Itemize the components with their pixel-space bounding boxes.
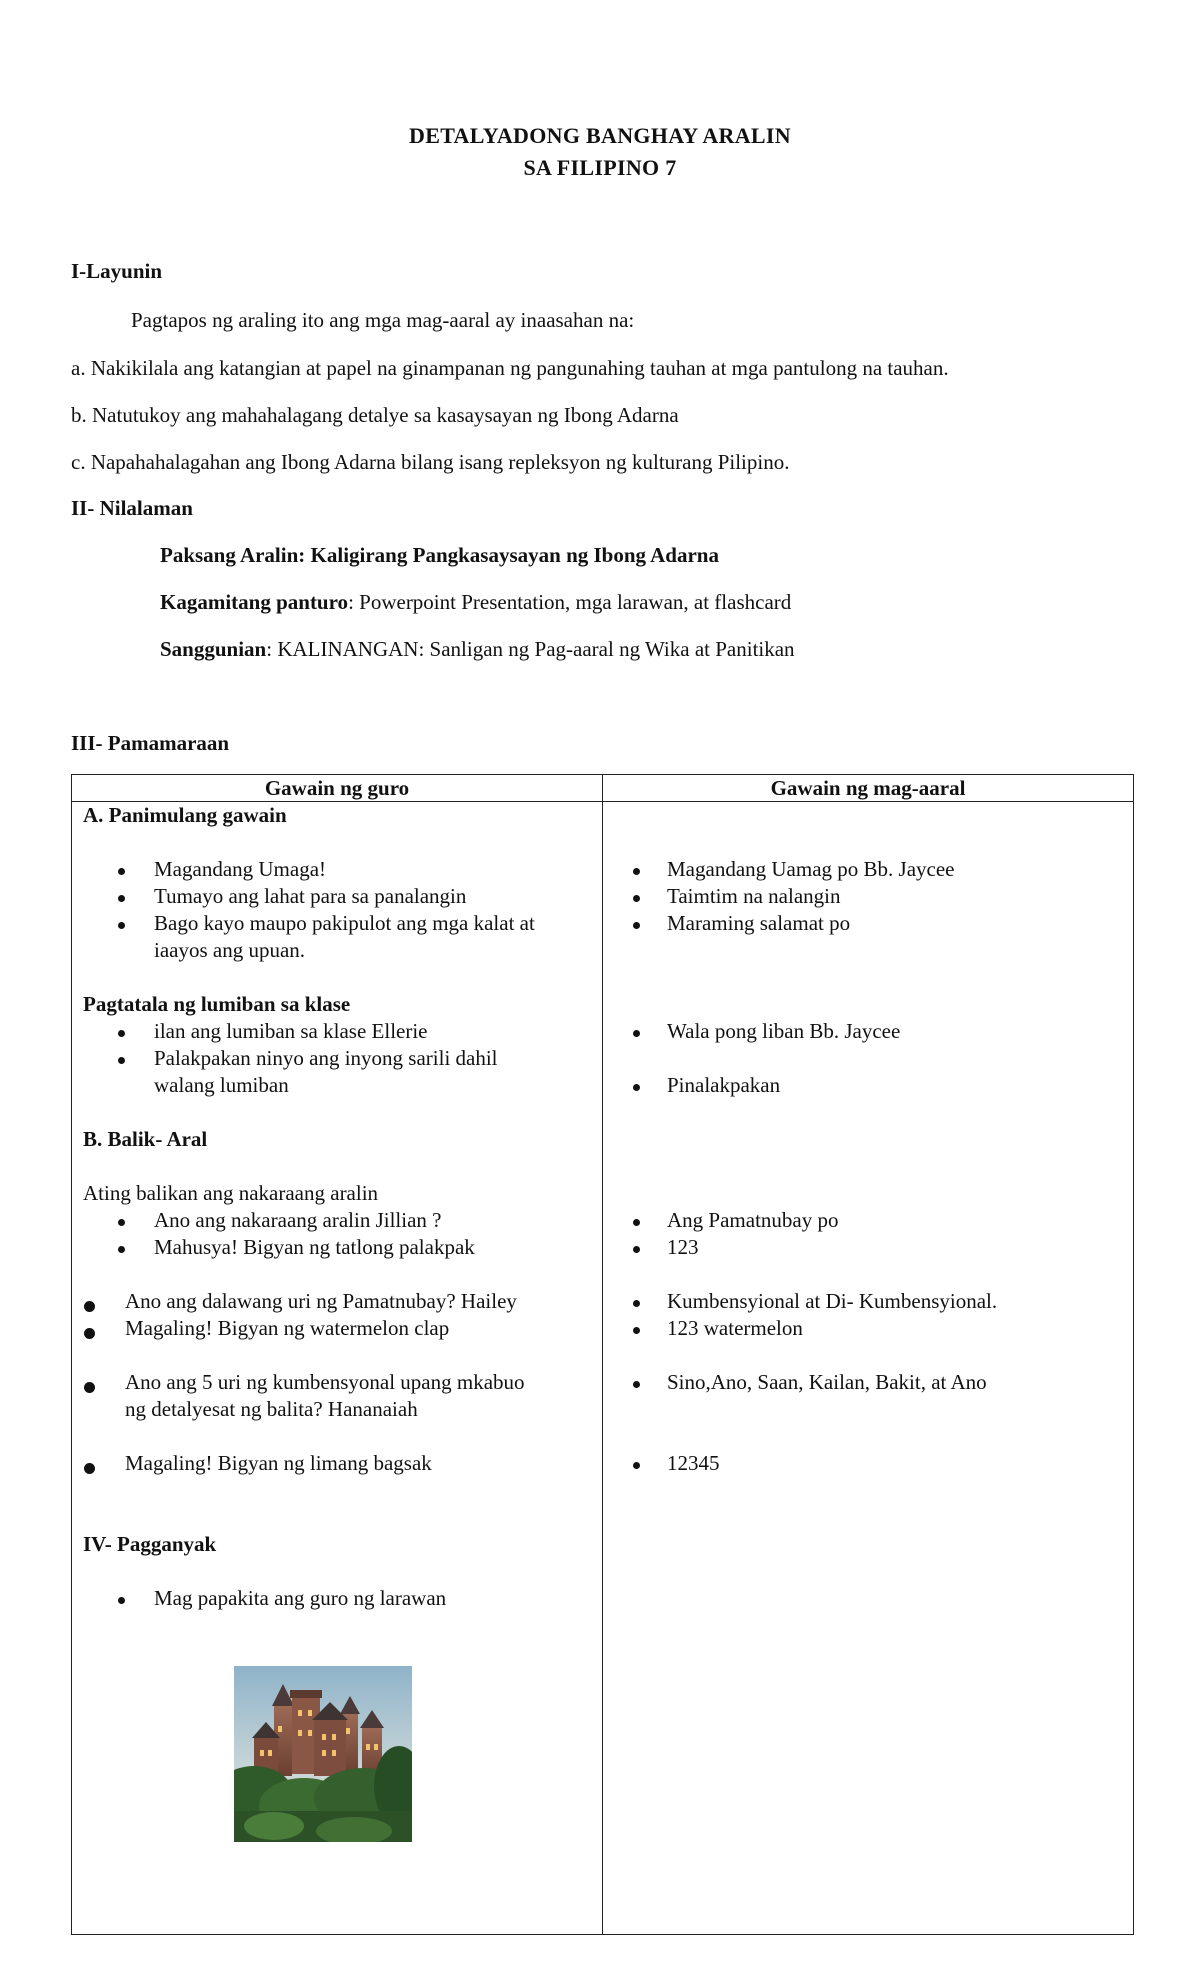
kagamitang-panturo — [160, 590, 791, 615]
sanggunian-label: Sanggunian — [160, 637, 267, 661]
balik-aral-intro: Ating balikan ang nakaraang aralin — [83, 1181, 379, 1205]
document-subtitle: SA FILIPINO 7 — [523, 155, 677, 180]
paksang-aralin: Paksang Aralin: Kaligirang Pangkasaysayan ng Ibong Adarna — [160, 543, 719, 567]
guro-a-item-3: Bago kayo maupo pakipulot ang mga kalat at — [154, 911, 535, 935]
bullet — [84, 1463, 95, 1474]
magaaral-q-item-1: Kumbensyional at Di- Kumbensyional. — [667, 1289, 998, 1313]
col-guro-header: Gawain ng guro — [72, 775, 603, 802]
bullet — [84, 1301, 95, 1312]
bullet — [633, 1030, 640, 1037]
table-header-row — [72, 775, 1134, 802]
bullet — [633, 1300, 640, 1307]
layunin-intro: Pagtapos ng araling ito ang mga mag-aaral ay inaasahan na: — [131, 308, 635, 332]
bullet — [118, 895, 125, 902]
table-body-row — [72, 802, 1134, 1935]
magaaral-b-item-2: 123 — [667, 1235, 699, 1259]
magaaral-pagtatala-item-1: Wala pong liban Bb. Jaycee — [667, 1019, 901, 1043]
magaaral-b-item-1: Ang Pamatnubay po — [667, 1208, 839, 1232]
layunin-item-a: a. Nakikilala ang katangian at papel na ginampanan ng pangunahing tauhan at mga pantulong na tauhan. — [71, 356, 949, 380]
magaaral-q-item-2: 123 watermelon — [667, 1316, 803, 1340]
bullet — [118, 1597, 125, 1604]
magaaral-q-item-4: 12345 — [667, 1451, 720, 1475]
guro-a-item-1: Magandang Umaga! — [154, 857, 327, 881]
bullet — [118, 868, 125, 875]
pagganyak-heading: IV- Pagganyak — [83, 1532, 217, 1556]
panimulang-gawain-heading: A. Panimulang gawain — [83, 803, 287, 827]
sanggunian-value: : KALINANGAN: Sanligan ng Pag-aaral ng Wika at Panitikan — [266, 637, 795, 661]
bullet — [633, 1462, 640, 1469]
bullet — [633, 1084, 640, 1091]
bullet — [633, 895, 640, 902]
guro-b-item-1: Ano ang nakaraang aralin Jillian ? — [154, 1208, 442, 1232]
castle-image — [234, 1666, 412, 1842]
bullet — [118, 922, 125, 929]
bullet — [633, 922, 640, 929]
guro-a-item-2: Tumayo ang lahat para sa panalangin — [154, 884, 467, 908]
bullet — [118, 1246, 125, 1253]
castle-illustration — [234, 1666, 412, 1842]
bullet — [84, 1328, 95, 1339]
guro-iv-item-1: Mag papakita ang guro ng larawan — [154, 1586, 447, 1610]
guro-pagtatala-item-2-cont: walang lumiban — [154, 1073, 289, 1097]
pamamaraan-heading: III- Pamamaraan — [71, 731, 230, 755]
bullet — [633, 1219, 640, 1226]
guro-b-item-2: Mahusya! Bigyan ng tatlong palakpak — [154, 1235, 475, 1259]
col-magaaral-header: Gawain ng mag-aaral — [603, 775, 1134, 802]
magaaral-q-item-3: Sino,Ano, Saan, Kailan, Bakit, at Ano — [667, 1370, 987, 1394]
guro-a-item-3-cont: iaayos ang upuan. — [154, 938, 306, 962]
kagamitan-label: Kagamitang panturo — [160, 590, 349, 614]
sanggunian — [160, 637, 795, 662]
bullet — [633, 1246, 640, 1253]
guro-q-item-3: Ano ang 5 uri ng kumbensyonal upang mkabuo — [125, 1370, 525, 1394]
lesson-table — [71, 774, 1134, 1935]
kagamitan-value: : Powerpoint Presentation, mga larawan, at flashcard — [348, 590, 792, 614]
balik-aral-heading: B. Balik- Aral — [83, 1127, 208, 1151]
layunin-item-c: c. Napahahalagahan ang Ibong Adarna bilang isang repleksyon ng kulturang Pilipino. — [71, 450, 790, 474]
guro-q-item-2: Magaling! Bigyan ng watermelon clap — [125, 1316, 450, 1340]
nilalaman-heading: II- Nilalaman — [71, 496, 193, 520]
pagtatala-heading: Pagtatala ng lumiban sa klase — [83, 992, 351, 1016]
magaaral-a-item-2: Taimtim na nalangin — [667, 884, 841, 908]
guro-q-item-3-cont: ng detalyesat ng balita? Hananaiah — [125, 1397, 418, 1421]
bullet — [633, 868, 640, 875]
magaaral-pagtatala-item-2: Pinalakpakan — [667, 1073, 781, 1097]
bullet — [633, 1381, 640, 1388]
guro-q-item-4: Magaling! Bigyan ng limang bagsak — [125, 1451, 432, 1475]
guro-q-item-1: Ano ang dalawang uri ng Pamatnubay? Hailey — [125, 1289, 517, 1313]
magaaral-cell — [603, 802, 1134, 1935]
layunin-heading: I-Layunin — [71, 259, 163, 283]
bullet — [84, 1382, 95, 1393]
guro-cell — [72, 802, 603, 1935]
bullet — [633, 1327, 640, 1334]
bullet — [118, 1057, 125, 1064]
bullet — [118, 1219, 125, 1226]
guro-pagtatala-item-2: Palakpakan ninyo ang inyong sarili dahil — [154, 1046, 498, 1070]
bullet — [118, 1030, 125, 1037]
magaaral-a-item-1: Magandang Uamag po Bb. Jaycee — [667, 857, 955, 881]
magaaral-a-item-3: Maraming salamat po — [667, 911, 851, 935]
document-title: DETALYADONG BANGHAY ARALIN — [409, 123, 791, 148]
guro-pagtatala-item-1: ilan ang lumiban sa klase Ellerie — [154, 1019, 428, 1043]
layunin-item-b: b. Natutukoy ang mahahalagang detalye sa kasaysayan ng Ibong Adarna — [71, 403, 679, 427]
